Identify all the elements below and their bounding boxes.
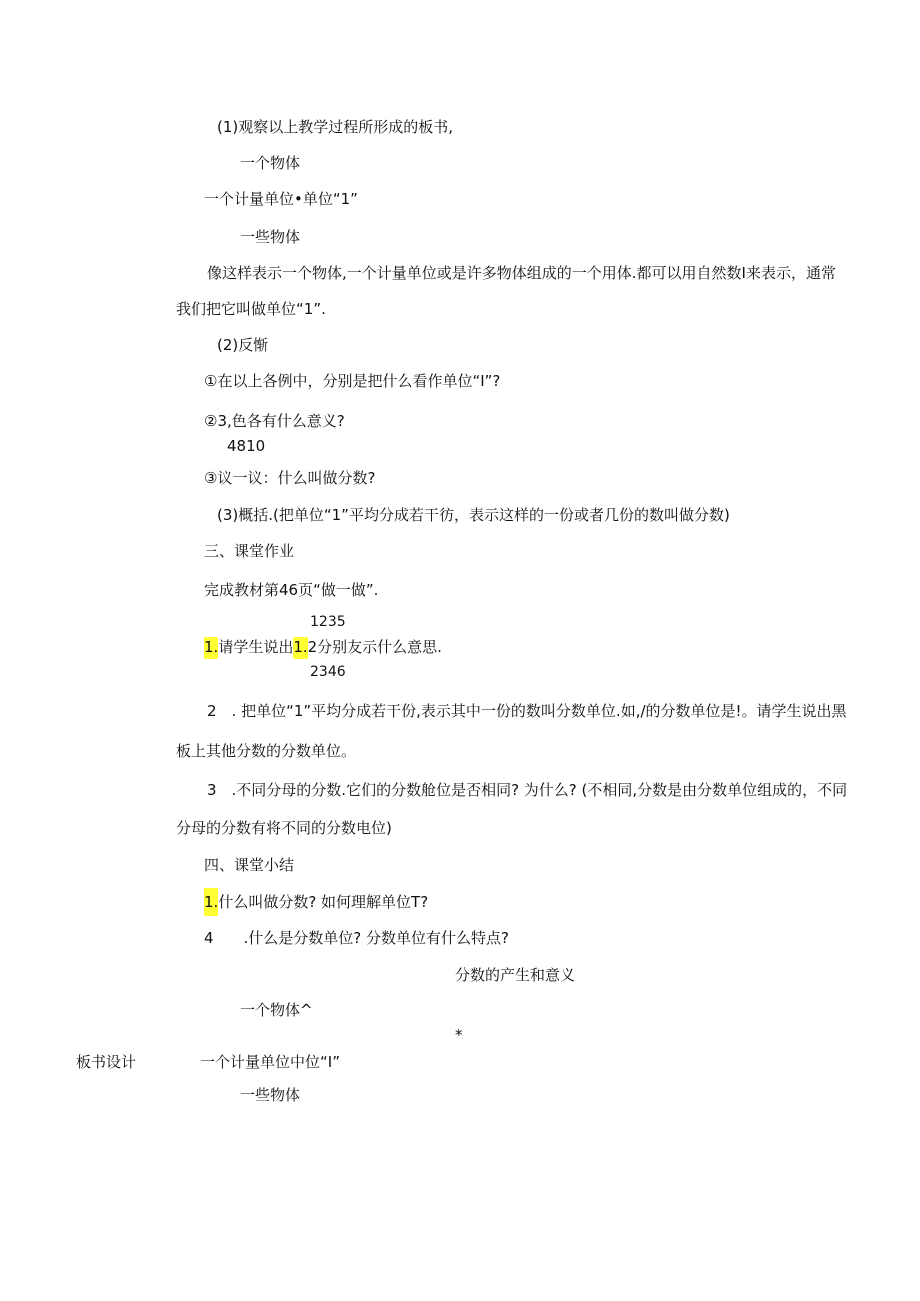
summary-question-1-text: 什么叫做分数? 如何理解单位T? <box>218 893 429 911</box>
board-design-star: * <box>455 1026 463 1044</box>
question-2: ②3,色各有什么意义? <box>204 412 345 430</box>
observe-heading: (1)观察以上教学过程所形成的板书, <box>217 118 454 136</box>
question-1: ①在以上各例中，分别是把什么看作单位“I”? <box>204 372 501 390</box>
summary-question-1 <box>204 888 428 916</box>
unit-paragraph-line2: 我们把它叫做单位“1”. <box>176 300 326 318</box>
unit-paragraph-line1: 像这样表示一个物体,一个计量单位或是许多物体组成的一个用体.都可以用自然数I来表示，通常 <box>207 264 836 282</box>
board-design-line-bottom: 一些物体 <box>240 1086 301 1104</box>
section-4-title: 四、课堂小结 <box>204 856 295 874</box>
board-design-title: 分数的产生和意义 <box>455 966 576 984</box>
exercise-2-line2: 板上其他分数的分数单位。 <box>176 742 357 760</box>
board1-line-bottom: 一些物体 <box>240 228 301 246</box>
question-2-numbers: 4810 <box>227 437 266 455</box>
board1-line-mid: 一个计量单位•单位“1” <box>204 190 358 208</box>
exercise-1-line <box>204 637 442 659</box>
exercise-1-marker-2: 1. <box>293 637 307 659</box>
section-3-title: 三、课堂作业 <box>204 542 295 560</box>
exercise-1-marker: 1. <box>204 637 218 659</box>
exercise-1-text-b: 2分别友示什么意思. <box>307 638 442 656</box>
summary-question-1-marker: 1. <box>204 888 218 916</box>
exercise-1-text-a: 请学生说出 <box>218 638 294 656</box>
reflect-heading: (2)反惭 <box>217 336 269 354</box>
exercise-1-fraction-bottom: 2346 <box>310 664 346 680</box>
summary-definition: (3)概括.(把单位“1”平均分成若干彷，表示这样的一份或者几份的数叫做分数) <box>217 506 730 524</box>
board-design-line-top: 一个物体^ <box>240 1001 313 1019</box>
question-3: ③议一议：什么叫做分数? <box>204 469 376 487</box>
summary-question-2: 4 .什么是分数单位? 分数单位有什么特点? <box>204 929 510 947</box>
exercise-3-line2: 分母的分数有将不同的分数电位) <box>176 819 392 837</box>
board1-line-top: 一个物体 <box>240 154 301 172</box>
board-design-line-mid: 一个计量单位中位“I” <box>200 1053 340 1071</box>
homework-line: 完成教材第46页“做一做”. <box>204 581 379 599</box>
exercise-3-line1: 3 .不同分母的分数.它们的分数舱位是否相同? 为什么? (不相同,分数是由分数单位组成的，不同 <box>207 781 848 799</box>
exercise-1-fraction-top: 1235 <box>310 614 346 630</box>
exercise-2-line1: 2 . 把单位“1”平均分成若干份,表示其中一份的数叫分数单位.如,/的分数单位是!。请学生说出黑 <box>207 702 847 720</box>
board-design-label: 板书设计 <box>76 1053 137 1071</box>
